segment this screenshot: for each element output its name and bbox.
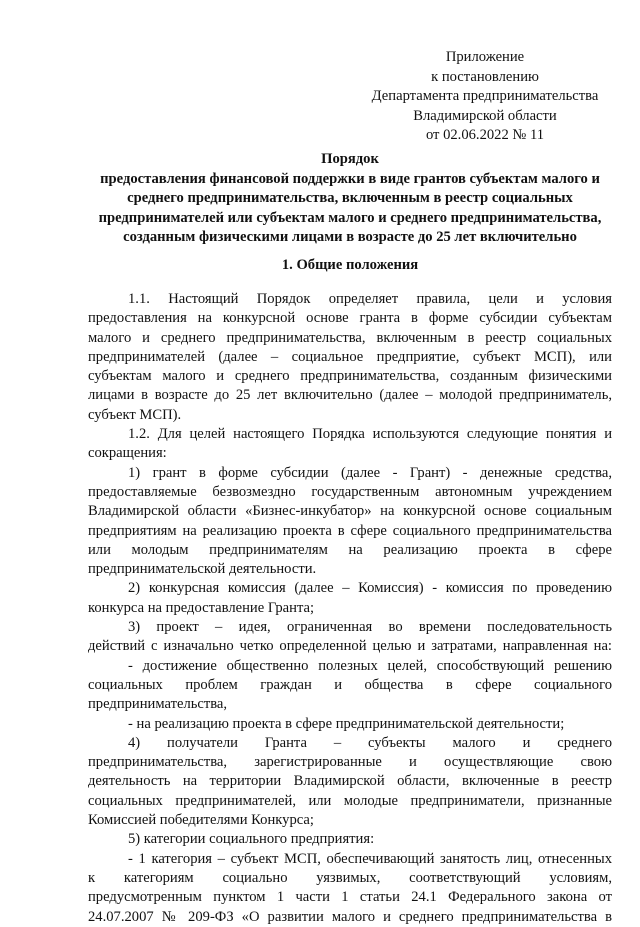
appendix-header <box>340 48 630 146</box>
body-line: деятельность на территории Владимирской области, включенные в реестр <box>88 773 612 790</box>
body-line: малого и среднего предпринимательства, включенным в реестр социальных <box>88 329 612 346</box>
body-line: 4) получатели Гранта – субъекты малого и среднего <box>128 734 612 751</box>
body-line: 1.1. Настоящий Порядок определяет правила, цели и условия <box>128 291 612 307</box>
header-line: Владимирской области <box>413 107 557 124</box>
body-line: предприятиям на реализацию проекта в сфере социального предпринимательства <box>88 522 612 539</box>
document-body <box>88 290 612 927</box>
document-title <box>86 150 614 248</box>
body-line: субъект МСП). <box>88 406 182 423</box>
title-line: Порядок <box>321 151 379 167</box>
header-line: к постановлению <box>431 68 539 85</box>
title-line: предпринимателей или субъектам малого и среднего предпринимательства, <box>98 209 602 226</box>
title-line: созданным физическими лицами в возрасте до 25 лет включительно <box>123 229 577 246</box>
header-line: Департамента предпринимательства <box>371 88 599 105</box>
body-line: субъектам малого и среднего предпринимательства, созданным физическими <box>88 368 612 385</box>
body-line: - на реализацию проекта в сфере предпринимательской деятельности; <box>128 715 565 732</box>
body-line: или молодым предпринимателям на реализацию проекта в сфере <box>88 541 612 558</box>
body-line: социальных предпринимателей, или молодые предприниматели, признанные <box>88 792 612 809</box>
body-line: 2) конкурсная комиссия (далее – Комиссия) - комиссия по проведению <box>128 580 612 597</box>
body-line: предоставляемые безвозмездно государственным автономным учреждением <box>88 483 612 500</box>
header-line: от 02.06.2022 № 11 <box>425 127 545 144</box>
body-line: предпринимательства, зарегистрированные и осуществляющие свою <box>88 754 612 771</box>
body-line: предусмотренным пунктом 1 части 1 статьи 24.1 Федерального закона от <box>88 889 612 906</box>
body-line: предпринимательской деятельности. <box>88 561 317 578</box>
body-line: - 1 категория – субъект МСП, обеспечивающий занятость лиц, отнесенных <box>128 850 612 867</box>
body-line: предпринимательства, <box>88 696 228 713</box>
body-line: предпринимателей (далее – социальное предприятие, субъект МСП), или <box>88 348 612 365</box>
body-line: 5) категории социального предприятия: <box>128 831 375 848</box>
body-line: к категориям социально уязвимых, соответствующий условиям, <box>88 869 612 886</box>
body-line: 3) проект – идея, ограниченная во времени последовательность <box>128 619 612 636</box>
body-line: конкурса на предоставление Гранта; <box>88 599 315 616</box>
body-line: - достижение общественно полезных целей, способствующий решению <box>128 657 612 674</box>
body-line: 24.07.2007 № 209-ФЗ «О развитии малого и среднего предпринимательства в <box>88 908 612 925</box>
body-line: Владимирской области «Бизнес-инкубатор» на конкурсной основе социальным <box>88 503 612 520</box>
body-line: 1.2. Для целей настоящего Порядка используются следующие понятия и <box>128 426 612 443</box>
body-line: сокращения: <box>88 445 167 462</box>
body-line: Комиссией победителями Конкурса; <box>88 812 314 829</box>
body-line: социальных проблем граждан и общества в сфере социального <box>88 676 612 693</box>
body-line: лицами в возрасте до 25 лет включительно (далее – молодой предприниматель, <box>88 387 612 404</box>
header-line: Приложение <box>445 49 525 65</box>
section-heading: 1. Общие положения <box>281 257 419 273</box>
body-line: 1) грант в форме субсидии (далее - Грант) - денежные средства, <box>128 464 612 481</box>
title-line: предоставления финансовой поддержки в виде грантов субъектам малого и <box>100 170 600 187</box>
title-line: среднего предпринимательства, включенным в реестр социальных <box>127 190 573 207</box>
body-line: предоставления на конкурсной основе гранта в форме субсидии субъектам <box>88 310 612 327</box>
body-line: действий с изначально четко определенной целью и затратами, направленная на: <box>88 638 612 655</box>
